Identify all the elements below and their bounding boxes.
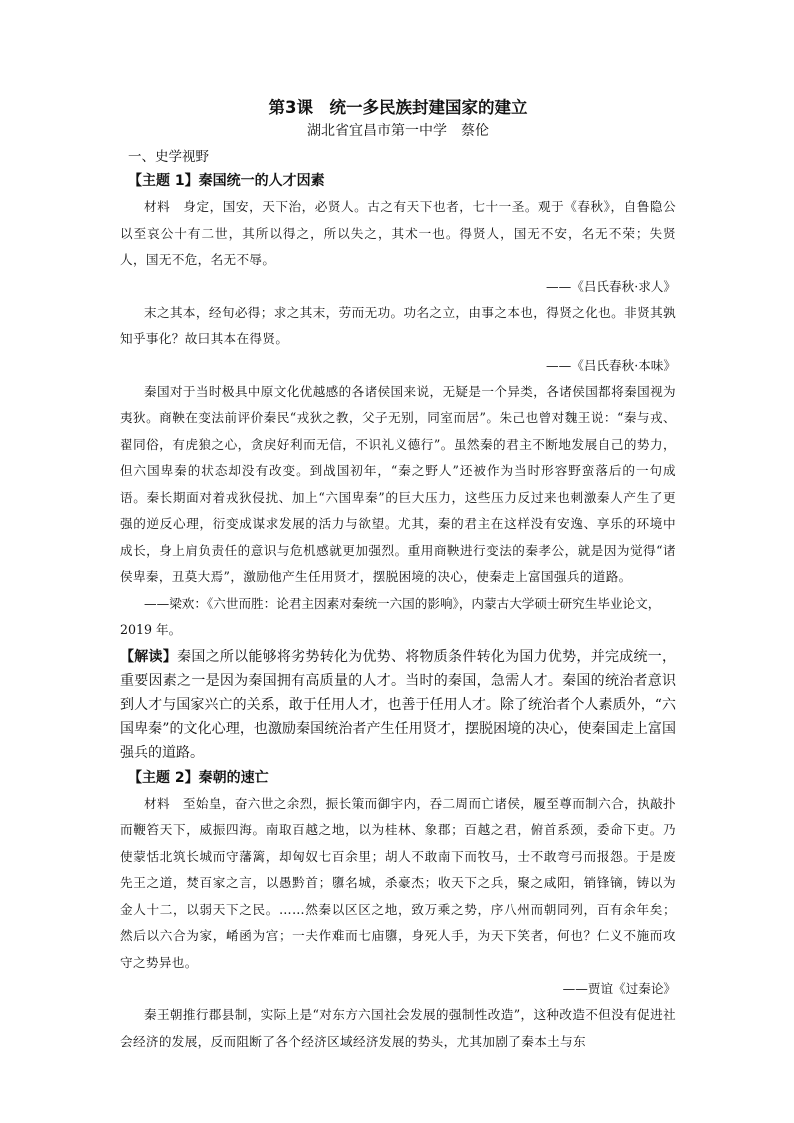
section-heading: 一、史学视野 <box>128 149 209 165</box>
topic-2-material-1: 材料 至始皇，奋六世之余烈，振长策而御宇内，吞二周而亡诸侯，履至尊而制六合，执敲扑而鞭笞天下，威振四海。南取百越之地，以为桂林、象郡；百越之君，俯首系颈，委命下吏。乃使蒙恬北筑长城而守藩篱，却匈奴七百余里；胡人不敢南下而牧马，士不敢弯弓而报怨。于是废先王之道，焚百家之言，以愚黔首；隳名城，杀豪杰；收天下之兵，聚之咸阳，销锋镝，铸以为金人十二，以弱天下之民。……然秦以区区之地，致万乘之势，序八州而朝同列，百有余年矣；然后以六合为家，崤函为宫；一夫作难而七庙隳，身死人手，为天下笑者，何也？仁义不施而攻守之势异也。 <box>120 795 676 970</box>
document-body <box>120 96 676 1055</box>
interpretation-text: 秦国之所以能够将劣势转化为优势、将物质条件转化为国力优势，并完成统一，重要因素之一是因为秦国拥有高质量的人才。当时的秦国，急需人才。秦国的统治者意识到人才与国家兴亡的关系，敢于任用人才，也善于任用人才。除了统治者个人素质外，“六国卑秦”的文化心理，也激励秦国统治者产生任用贤才，摆脱困境的决心，使秦国走上富国强兵的道路。 <box>120 648 677 761</box>
topic-2-material-2: 秦王朝推行郡县制，实际上是“对东方六国社会发展的强制性改造”，这种改造不但没有促进社会经济的发展，反而阻断了各个经济区域经济发展的势头，尤其加剧了秦本土与东 <box>120 1007 676 1049</box>
topic-1-citation-2: ——《吕氏春秋·本味》 <box>546 357 676 373</box>
topic-2-heading: 【主题 2】秦朝的速亡 <box>128 769 269 786</box>
interpretation-label: 【解读】 <box>120 648 178 665</box>
topic-2-citation-1: ——贾谊《过秦论》 <box>562 981 676 996</box>
topic-1-interpretation <box>120 645 676 765</box>
author-line: 湖北省宜昌市第一中学 蔡伦 <box>307 123 489 139</box>
topic-1-citation-3: ——梁欢：《六世而胜：论君主因素对秦统一六国的影响》，内蒙古大学硕士研究生毕业论文，2019 年。 <box>120 595 661 637</box>
topic-1-material-2: 末之其本，经旬必得；求之其末，劳而无功。功名之立，由事之本也，得贤之化也。非贤其孰知乎事化？故曰其本在得贤。 <box>120 304 676 346</box>
topic-1-citation-1: ——《吕氏春秋·求人》 <box>546 278 676 294</box>
topic-1-material-3: 秦国对于当时极具中原文化优越感的各诸侯国来说，无疑是一个异类，各诸侯国都将秦国视为夷狄。商鞅在变法前评价秦民“戎狄之教，父子无别，同室而居”。朱己也曾对魏王说：“秦与戎、翟同俗，有虎狼之心，贪戾好利而无信，不识礼义德行”。虽然秦的君主不断地发展自己的势力，但六国卑秦的状态却没有改变。到战国初年，“秦之野人”还被作为当时形容野蛮落后的一句成语。秦长期面对着戎狄侵扰、加上“六国卑秦”的巨大压力，这些压力反过来也刺激秦人产生了更强的逆反心理，衍变成谋求发展的活力与欲望。尤其，秦的君主在这样没有安逸、享乐的环境中成长，身上肩负责任的意识与危机感就更加强烈。重用商鞅进行变法的秦孝公，就是因为觉得“诸侯卑秦，丑莫大焉”，激励他产生任用贤才，摆脱困境的决心，使秦走上富国强兵的道路。 <box>120 383 676 584</box>
topic-1-material-1: 材料 身定，国安，天下治，必贤人。古之有天下也者，七十一圣。观于《春秋》，自鲁隐公以至哀公十有二世，其所以得之，所以失之，其术一也。得贤人，国无不安，名无不荣；失贤人，国无不危，名无不辱。 <box>120 199 676 267</box>
lesson-title: 第3课 统一多民族封建国家的建立 <box>268 98 528 117</box>
topic-1-heading: 【主题 1】秦国统一的人才因素 <box>128 173 325 189</box>
